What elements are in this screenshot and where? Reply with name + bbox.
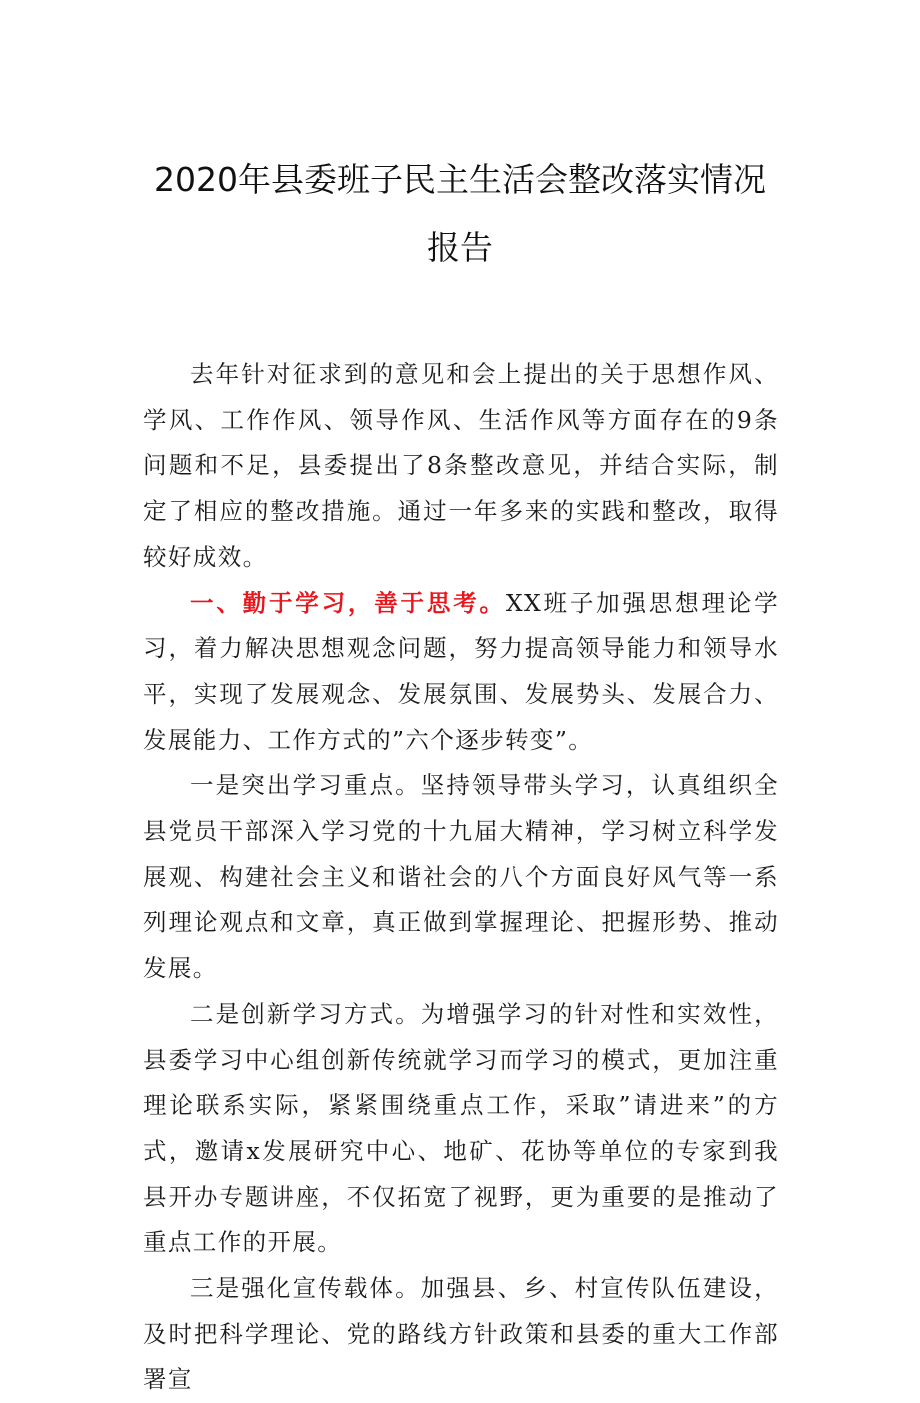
- paragraph-point-three: [143, 1266, 779, 1403]
- paragraph-section-one: [143, 581, 779, 764]
- paragraph-text: 三是强化宣传载体。加强县、乡、村宣传队伍建设，及时把科学理论、党的路线方针政策和县委的重大工作部署宣: [143, 1274, 779, 1394]
- document-body: [143, 352, 779, 1403]
- document-title-line-2: 报告: [427, 228, 493, 267]
- paragraph-text: 去年针对征求到的意见和会上提出的关于思想作风、学风、工作作风、领导作风、生活作风等方面存在的9条问题和不足，县委提出了8条整改意见，并结合实际，制定了相应的整改措施。通过一年多来的实践和整改，取得较好成效。: [143, 360, 779, 571]
- paragraph-point-two: [143, 992, 779, 1266]
- document-title-line-1: 2020年县委班子民主生活会整改落实情况: [154, 160, 766, 199]
- paragraph-point-one: [143, 763, 779, 992]
- paragraph-intro: [143, 352, 779, 581]
- paragraph-text: XX班子加强思想理论学习，着力解决思想观念问题，努力提高领导能力和领导水平，实现了发展观念、发展氛围、发展势头、发展合力、发展能力、工作方式的”六个逐步转变”。: [143, 588, 779, 754]
- paragraph-text: 二是创新学习方式。为增强学习的针对性和实效性，县委学习中心组创新传统就学习而学习的模式，更加注重理论联系实际，紧紧围绕重点工作，采取”请进来”的方式，邀请x发展研究中心、地矿、花协等单位的专家到我县开办专题讲座，不仅拓宽了视野，更为重要的是推动了重点工作的开展。: [143, 999, 779, 1257]
- section-heading: 一、勤于学习，善于思考。: [190, 588, 506, 617]
- paragraph-text: 一是突出学习重点。坚持领导带头学习，认真组织全县党员干部深入学习党的十九届大精神，学习树立科学发展观、构建社会主义和谐社会的八个方面良好风气等一系列理论观点和文章，真正做到掌握理论、把握形势、推动发展。: [143, 771, 779, 983]
